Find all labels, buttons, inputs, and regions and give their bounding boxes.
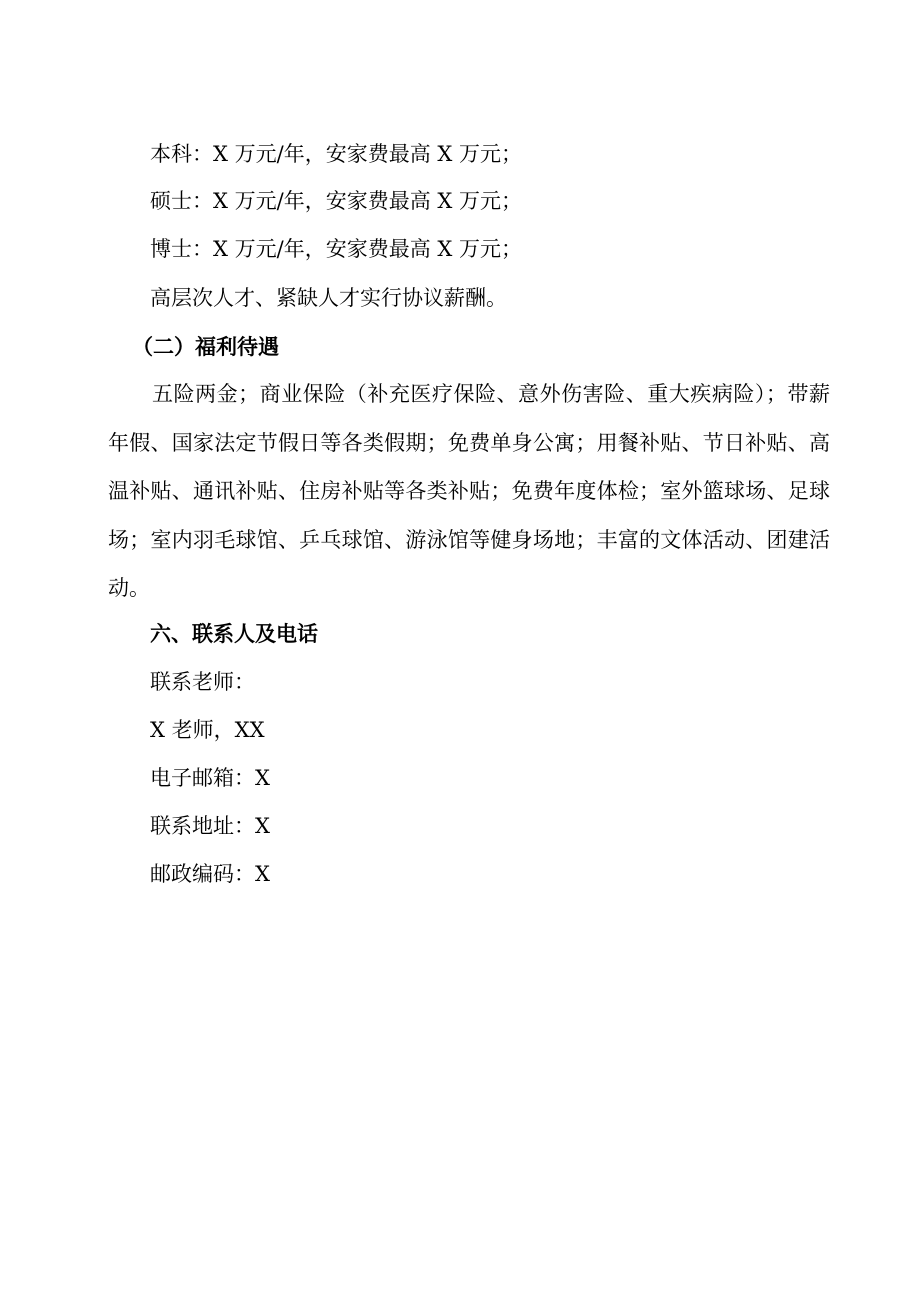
salary-master: 硕士：X 万元/年，安家费最高 X 万元； [150, 189, 523, 213]
salary-high-level: 高层次人才、紧缺人才实行协议薪酬。 [150, 286, 507, 310]
benefits-heading: （二）福利待遇 [132, 335, 279, 359]
contact-teacher-label: 联系老师： [150, 670, 255, 694]
salary-doctor: 博士：X 万元/年，安家费最高 X 万元； [150, 237, 523, 261]
contact-teacher: X 老师，XX [150, 718, 265, 742]
contact-postcode: 邮政编码：X [150, 862, 270, 886]
contact-heading: 六、联系人及电话 [150, 622, 318, 646]
benefits-paragraph: 五险两金；商业保险（补充医疗保险、意外伤害险、重大疾病险）；带薪年假、国家法定节假日等各类假期；免费单身公寓；用餐补贴、节日补贴、高温补贴、通讯补贴、住房补贴等各类补贴；免费年度体检；室外篮球场、足球场；室内羽毛球馆、乒乓球馆、游泳馆等健身场地；丰富的文体活动、团建活动。 [108, 382, 830, 600]
salary-bachelor: 本科：X 万元/年，安家费最高 X 万元； [150, 142, 523, 166]
contact-address: 联系地址：X [150, 814, 270, 838]
contact-email: 电子邮箱：X [150, 766, 270, 790]
